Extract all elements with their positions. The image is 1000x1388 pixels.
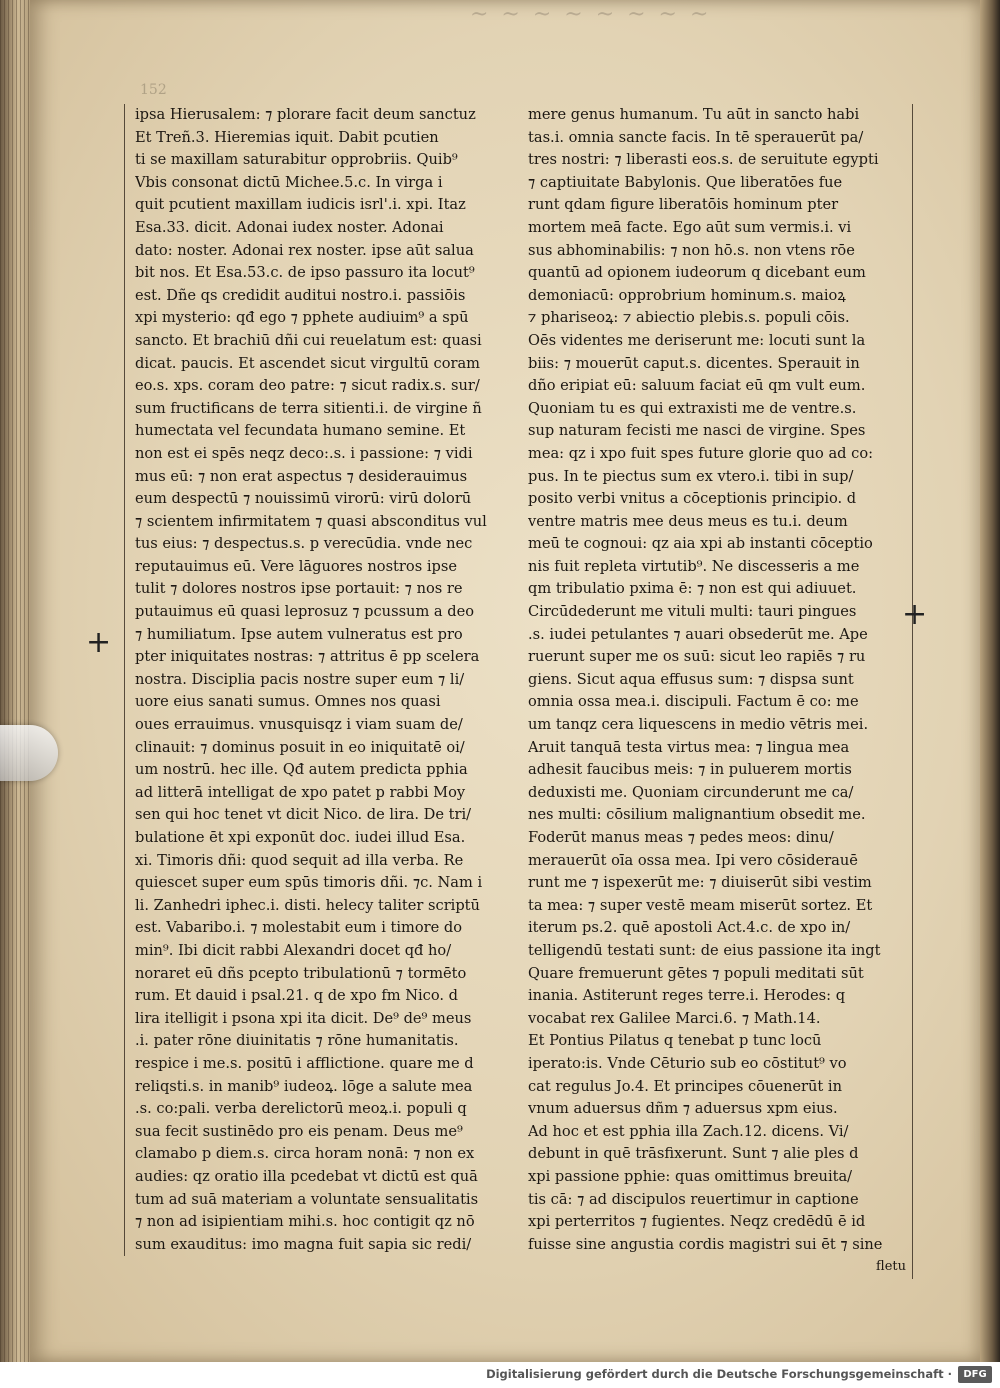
left-column-line: xi. Timoris dñi: quod sequit ad illa verba. Re xyxy=(135,851,464,869)
left-column-line: dicat. paucis. Et ascendet sicut virgultū coram xyxy=(135,354,481,372)
left-column-line: xpi mysterio: qđ ego ⁊ pphete audiuim⁹ a spū xyxy=(135,309,469,327)
right-column-line: xpi perterritos ⁊ fugientes. Neqz credēdū ē id xyxy=(528,1213,866,1231)
right-column-line: nis fuit repleta virtutib⁹. Ne discesseris a me xyxy=(528,557,860,575)
right-column-line: Et Pontius Pilatus q tenebat p tunc locū xyxy=(528,1032,822,1050)
right-column-line: ta mea: ⁊ super vestē meam miserūt sortez. Et xyxy=(528,896,873,914)
right-column-line: giens. Sicut aqua effusus sum: ⁊ dispsa sunt xyxy=(528,670,854,688)
left-text-column xyxy=(124,104,519,1256)
right-column-line: ventre matris mee deus meus es tu.i. deum xyxy=(528,512,848,530)
left-column-line: est. Vabaribo.i. ⁊ molestabit eum i timore do xyxy=(135,919,463,937)
left-column-line: sum fructificans de terra sitienti.i. de virgine ñ xyxy=(135,399,482,417)
left-column-line: tulit ⁊ dolores nostros ipse portauit: ⁊ nos re xyxy=(135,580,463,598)
right-column-line: telligendū testati sunt: de eius passione ita ingt xyxy=(528,941,881,959)
right-column-line: cat regulus Jo.4. Et principes cōuenerūt in xyxy=(528,1077,842,1095)
right-column-line: ⁊ captiuitate Babylonis. Que liberatōes fue xyxy=(528,173,843,191)
page-right-edge xyxy=(980,0,1000,1362)
left-column-line: Esa.33. dicit. Adonai iudex noster. Adonai xyxy=(135,218,444,236)
left-column-line: li. Zanhedri iphec.i. disti. helecy taliter scriptū xyxy=(135,896,480,914)
left-column-line: tum ad suā materiam a voluntate sensualitatis xyxy=(135,1190,479,1208)
left-column-line: non est ei spēs neqz deco:.s. i passione: ⁊ vidi xyxy=(135,444,473,462)
footer-bar xyxy=(0,1362,1000,1388)
right-column-line: Quare fremuerunt gētes ⁊ populi meditati sūt xyxy=(528,964,864,982)
left-column-line: sancto. Et brachiū dñi cui reuelatum est: quasi xyxy=(135,331,482,349)
right-column-line: tis cā: ⁊ ad discipulos reuertimur in captione xyxy=(528,1190,859,1208)
left-column-line: ti se maxillam saturabitur opprobriis. Quib⁹ xyxy=(135,151,458,169)
left-column-line: ⁊ humiliatum. Ipse autem vulneratus est pro xyxy=(135,625,463,643)
left-column-line: reputauimus eū. Vere lāguores nostros ipse xyxy=(135,557,457,575)
page-stack-edge xyxy=(0,0,30,1362)
right-column-line: demoniacū: opprobrium hominum.s. maioꝝ xyxy=(528,286,846,304)
right-column-line: iperato:is. Vnde Cēturio sub eo cōstitut⁹ vo xyxy=(528,1054,847,1072)
right-column-line: xpi passione pphie: quas omittimus breuita/ xyxy=(528,1167,853,1185)
right-column-line: deduxisti me. Quoniam circunderunt me ca/ xyxy=(528,783,854,801)
right-column-line: fuisse sine angustia cordis magistri sui ēt ⁊ sine xyxy=(528,1235,883,1253)
right-column-line: Oēs videntes me deriserunt me: locuti sunt la xyxy=(528,331,866,349)
right-column-line: pus. In te piectus sum ex vtero.i. tibi in sup/ xyxy=(528,467,854,485)
left-column-line: pter iniquitates nostras: ⁊ attritus ē pp scelera xyxy=(135,648,480,666)
margin-cross-mark-right: + xyxy=(902,597,928,632)
right-column-line: runt qdam figure liberatōis hominum pter xyxy=(528,196,839,214)
right-column-line: vocabat rex Galilee Marci.6. ⁊ Math.14. xyxy=(528,1009,821,1027)
left-column-line: rum. Et dauid i psal.21. q de xpo fm Nico. d xyxy=(135,987,458,1005)
left-column-line: sen qui hoc tenet vt dicit Nico. de lira. De tri/ xyxy=(135,806,472,824)
left-column-line: um nostrū. hec ille. Qđ autem predicta pphia xyxy=(135,761,468,779)
right-column-line: runt me ⁊ ispexerūt me: ⁊ diuiserūt sibi vestim xyxy=(528,874,872,892)
left-column-line: respice i me.s. positū i afflictione. quare me d xyxy=(135,1054,474,1072)
right-column-line: Aruit tanquā testa virtus mea: ⁊ lingua mea xyxy=(528,738,850,756)
right-column-line: mere genus humanum. Tu aūt in sancto habi xyxy=(528,106,860,123)
left-column-line: dato: noster. Adonai rex noster. ipse aūt salua xyxy=(135,241,474,259)
left-column-line: eum despectū ⁊ nouissimū virorū: virū dolorū xyxy=(135,490,472,508)
right-column-line: tres nostri: ⁊ liberasti eos.s. de seruitute egypti xyxy=(528,151,879,169)
left-column-line: oues errauimus. vnusquisqz i viam suam de/ xyxy=(135,716,463,734)
left-column-line: lira itelligit i psona xpi ita dicit. De⁹ de⁹ meus xyxy=(135,1009,472,1027)
right-column-line: Foderūt manus meas ⁊ pedes meos: dinu/ xyxy=(528,829,834,846)
left-column-line: quit pcutient maxillam iudicis isrl'.i. xpi. Itaz xyxy=(135,196,466,214)
left-column-line: est. Dñe qs credidit auditui nostro.i. passiōis xyxy=(135,286,466,304)
right-column-line: ⁊ phariseoꝝ: ⁊ abiectio plebis.s. populi cōis. xyxy=(528,309,850,327)
left-column-line: humectata vel fecundata humano semine. Et xyxy=(135,422,466,440)
right-column-line: iterum ps.2. quē apostoli Act.4.c. de xpo in/ xyxy=(528,919,851,937)
left-column-line: clamabo p diem.s. circa horam nonā: ⁊ non ex xyxy=(135,1145,475,1163)
folio-number: 152 xyxy=(140,82,167,98)
faded-handwritten-note: ~ ~ ~ ~ ~ ~ ~ ~ xyxy=(470,2,712,27)
left-column-line: bit nos. Et Esa.53.c. de ipso passuro ita locut⁹ xyxy=(135,264,475,282)
right-column-line: vnum aduersus dñm ⁊ aduersus xpm eius. xyxy=(528,1100,838,1118)
left-column-line: putauimus eū quasi leprosuz ⁊ pcussum a deo xyxy=(135,603,475,621)
footer-credit: Digitalisierung gefördert durch die Deutsche Forschungsgemeinschaft · xyxy=(486,1367,952,1381)
right-column-line: biis: ⁊ mouerūt caput.s. dicentes. Sperauit in xyxy=(528,354,860,372)
left-column-line: reliqsti.s. in manib⁹ iudeoꝝ. lōge a salute mea xyxy=(135,1077,473,1095)
right-column-line: .s. iudei petulantes ⁊ auari obsederūt me. Ape xyxy=(528,625,868,643)
left-column-line: bulatione ēt xpi exponūt doc. iudei illud Esa. xyxy=(135,829,466,846)
right-column-line: Ad hoc et est pphia illa Zach.12. dicens. Vi/ xyxy=(528,1122,849,1140)
left-column-line: .s. co:pali. verba derelictorū meoꝝ.i. populi q xyxy=(135,1100,467,1118)
right-column-line: mortem meā facte. Ego aūt sum vermis.i. vi xyxy=(528,218,852,236)
left-column-line: clinauit: ⁊ dominus posuit in eo iniquitatē oi/ xyxy=(135,738,465,756)
left-column-line: Vbis consonat dictū Michee.5.c. In virga i xyxy=(135,173,443,191)
right-column-line: dño eripiat eū: saluum faciat eū qm vult eum. xyxy=(528,377,866,395)
right-column-line: Circūdederunt me vituli multi: tauri pingues xyxy=(528,603,857,621)
left-column-line: audies: qz oratio illa pcedebat vt dictū est quā xyxy=(135,1167,478,1185)
right-column-line: adhesit faucibus meis: ⁊ in puluerem mortis xyxy=(528,761,852,779)
right-column-line: tas.i. omnia sancte facis. In tē sperauerūt pa/ xyxy=(528,128,864,146)
right-column-line: omnia ossa mea.i. discipuli. Factum ē co: me xyxy=(528,693,859,711)
left-column-line: sum exauditus: imo magna fuit sapia sic redi/ xyxy=(135,1235,472,1253)
left-column-line: ⁊ scientem infirmitatem ⁊ quasi absconditus vul xyxy=(135,512,487,530)
right-text-column xyxy=(528,104,913,1279)
page-clip xyxy=(0,725,58,781)
right-column-line: mea: qz i xpo fuit spes future glorie quo ad co: xyxy=(528,444,874,462)
right-column-line: quantū ad opionem iudeorum q dicebant eum xyxy=(528,264,866,282)
right-column-line: Quoniam tu es qui extraxisti me de ventre.s. xyxy=(528,399,857,417)
dfg-logo: DFG xyxy=(958,1366,992,1383)
right-column-line: merauerūt oīa ossa mea. Ipi vero cōsiderauē xyxy=(528,851,858,869)
catchword: fletu xyxy=(876,1259,906,1275)
right-column-line: debunt in quē trāsfixerunt. Sunt ⁊ alie ples d xyxy=(528,1145,859,1163)
left-column-line: tus eius: ⁊ despectus.s. p verecūdia. vnde nec xyxy=(135,535,473,553)
left-column-line: ad litterā intelligat de xpo patet p rabbi Moy xyxy=(135,783,466,801)
left-column-line: .i. pater rōne diuinitatis ⁊ rōne humanitatis. xyxy=(135,1032,459,1050)
right-column-line: meū te cognoui: qz aia xpi ab instanti cōceptio xyxy=(528,535,873,553)
left-column-line: sua fecit sustinēdo pro eis penam. Deus me⁹ xyxy=(135,1122,463,1140)
right-column-line: um tanqz cera liquescens in medio vētris mei. xyxy=(528,716,869,734)
right-column-line: posito verbi vnitus a cōceptionis principio. d xyxy=(528,490,857,508)
right-column-line: inania. Astiterunt reges terre.i. Herodes: q xyxy=(528,987,846,1005)
left-column-line: mus eū: ⁊ non erat aspectus ⁊ desiderauimus xyxy=(135,467,468,485)
left-column-line: quiescet super eum spūs timoris dñi. ⁊c. Nam i xyxy=(135,874,483,892)
left-column-line: uore eius sanati sumus. Omnes nos quasi xyxy=(135,693,441,711)
left-column-line: eo.s. xps. coram deo patre: ⁊ sicut radix.s. sur/ xyxy=(135,377,480,395)
left-column-line: ipsa Hierusalem: ⁊ plorare facit deum sanctuz xyxy=(135,106,476,123)
left-column-line: nostra. Disciplia pacis nostre super eum ⁊ li/ xyxy=(135,670,465,688)
left-column-line: min⁹. Ibi dicit rabbi Alexandri docet qđ ho/ xyxy=(135,941,452,959)
right-column-line: qm tribulatio pxima ē: ⁊ non est qui adiuuet. xyxy=(528,580,857,598)
right-column-line: nes multi: cōsilium malignantium obsedit me. xyxy=(528,806,866,824)
right-column-line: ruerunt super me os suū: sicut leo rapiēs ⁊ ru xyxy=(528,648,866,666)
right-column-line: sus abhominabilis: ⁊ non hō.s. non vtens rōe xyxy=(528,241,855,259)
right-column-line: sup naturam fecisti me nasci de virgine. Spes xyxy=(528,422,866,440)
margin-cross-mark-left: + xyxy=(86,625,112,660)
left-column-line: noraret eū dñs pcepto tribulationū ⁊ tormēto xyxy=(135,964,467,982)
left-column-line: Et Treñ.3. Hieremias iquit. Dabit pcutien xyxy=(135,128,439,146)
left-column-line: ⁊ non ad isipientiam mihi.s. hoc contigit qz nō xyxy=(135,1213,475,1231)
